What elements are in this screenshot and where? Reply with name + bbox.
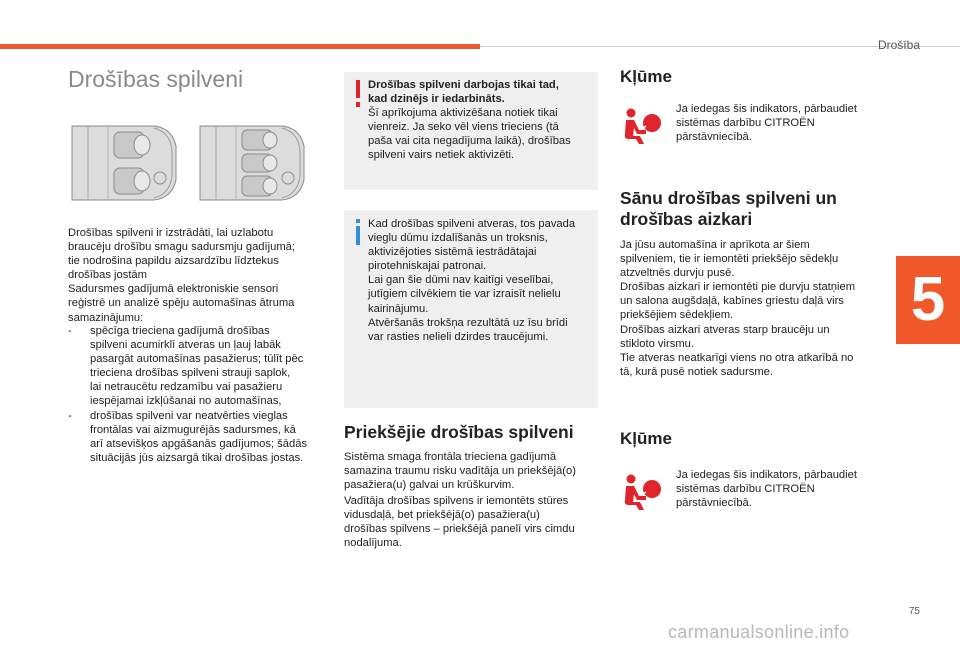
side-airbags-heading: Sānu drošības spilveni un drošības aizkari [620,188,837,229]
fault-heading-1: Kļūme [620,67,672,86]
watermark: carmanualsonline.info [668,622,850,642]
fault-text-2: Ja iedegas šis indikators, pārbaudiet sistēmas darbību CITROËN pārstāvniecībā. [676,469,857,510]
info-icon [354,219,362,245]
front-airbags-para1: Sistēma smaga frontāla trieciena gadījumā samazina traumu risku vadītāja un priekšējā(o) pasažiera(u) galvai un krūškurvim. [344,451,576,492]
warning-bold-text: Drošības spilveni darbojas tikai tad, kad dzinējs ir iedarbināts. [368,79,559,106]
warning-box [344,72,598,190]
warning-text: Šī aprīkojuma aktivizēšana notiek tikai vienreiz. Ja seko vēl viens trieciens (tā paša vai cita negadījuma laikā), drošības spilveni vairs netiek aktivizēti. [368,107,571,162]
page-title: Drošības spilveni [68,66,244,92]
running-title: Drošība [877,38,920,52]
fault-text-1: Ja iedegas šis indikators, pārbaudiet sistēmas darbību CITROËN pārstāvniecībā. [676,103,857,144]
van-illustration-right [196,120,308,206]
intro-text: Drošības spilveni ir izstrādāti, lai uzlabotu braucēju drošību smagu sadursmju gadījumā; tie nodrošina papildu aizsardzību līdztekus drošības jostām Sadursmes gadījumā elektroniskie sensori reģistrē un analizē spēju automašīnas ātruma samazinājumu: [68,227,295,324]
front-airbags-para2: Vadītāja drošības spilvens ir iemontēts stūres vidusdaļā, bet priekšējā(o) pasažiera(u) drošības spilvens – priekšējā panelī virs cimdu nodalījuma. [344,495,575,550]
list-item [68,324,324,409]
bullet-marker: - [68,409,72,422]
chapter-tab: 5 [896,256,960,344]
side-airbags-text: Ja jūsu automašīna ir aprīkota ar šiem spilveniem, tie ir iemontēti priekšējo sēdekļu atzveltnēs durvju pusē. Drošības aizkari ir iemontēti pie durvju statņiem un salona augšdaļā, kabīnes griestu daļā virs priekšējiem sēdekļiem. Drošības aizkari atveras starp braucēju un stikloto virsmu. Tie atveras neatkarīgi viens no otra atkarībā no tā, kurā pusē notiek sadursme. [620,239,856,378]
bullet-list [68,324,324,465]
info-box [344,210,598,408]
bullet-marker: - [68,325,72,337]
info-text: Kad drošības spilveni atveras, tos pavada vieglu dūmu izdalīšanās un troksnis, aktivizējoties sistēmā iestrādātajai pirotehniskajai patronai. Lai gan šie dūmi nav kaitīgi veselībai, jutīgiem cilvēkiem tie var izraisīt nelielu kairinājumu. Atvēršanās trokšņa rezultātā uz īsu brīdi var rasties nelieli dzirdes traucējumi. [368,218,576,343]
fault-heading-2: Kļūme [620,429,672,448]
exclamation-warning-icon [353,80,363,108]
airbag-warning-icon [622,472,662,512]
bullet-text: spēcīga trieciena gadījumā drošības spilveni acumirklī atveras un ļauj labāk pasargāt automašīnas pasažierus; tūlīt pēc trieciena drošības spilveni strauji saplok, lai netraucētu redzamību vai pasažieru iespējamai izkļūšanai no automašīnas, [90,325,304,408]
airbag-warning-icon [622,106,662,146]
list-item [68,409,324,465]
bullet-text: drošības spilveni var neatvērties vieglas frontālas vai aizmugurējās sadursmes, kā arī atsevišķos apgāšanās gadījumos; šādās situācijās jūs aizsargā tikai drošības jostas. [90,409,308,464]
van-illustration-left [68,120,180,206]
header-accent-bar [0,44,480,49]
page-number: 75 [908,606,920,617]
front-airbags-heading: Priekšējie drošības spilveni [344,422,574,442]
